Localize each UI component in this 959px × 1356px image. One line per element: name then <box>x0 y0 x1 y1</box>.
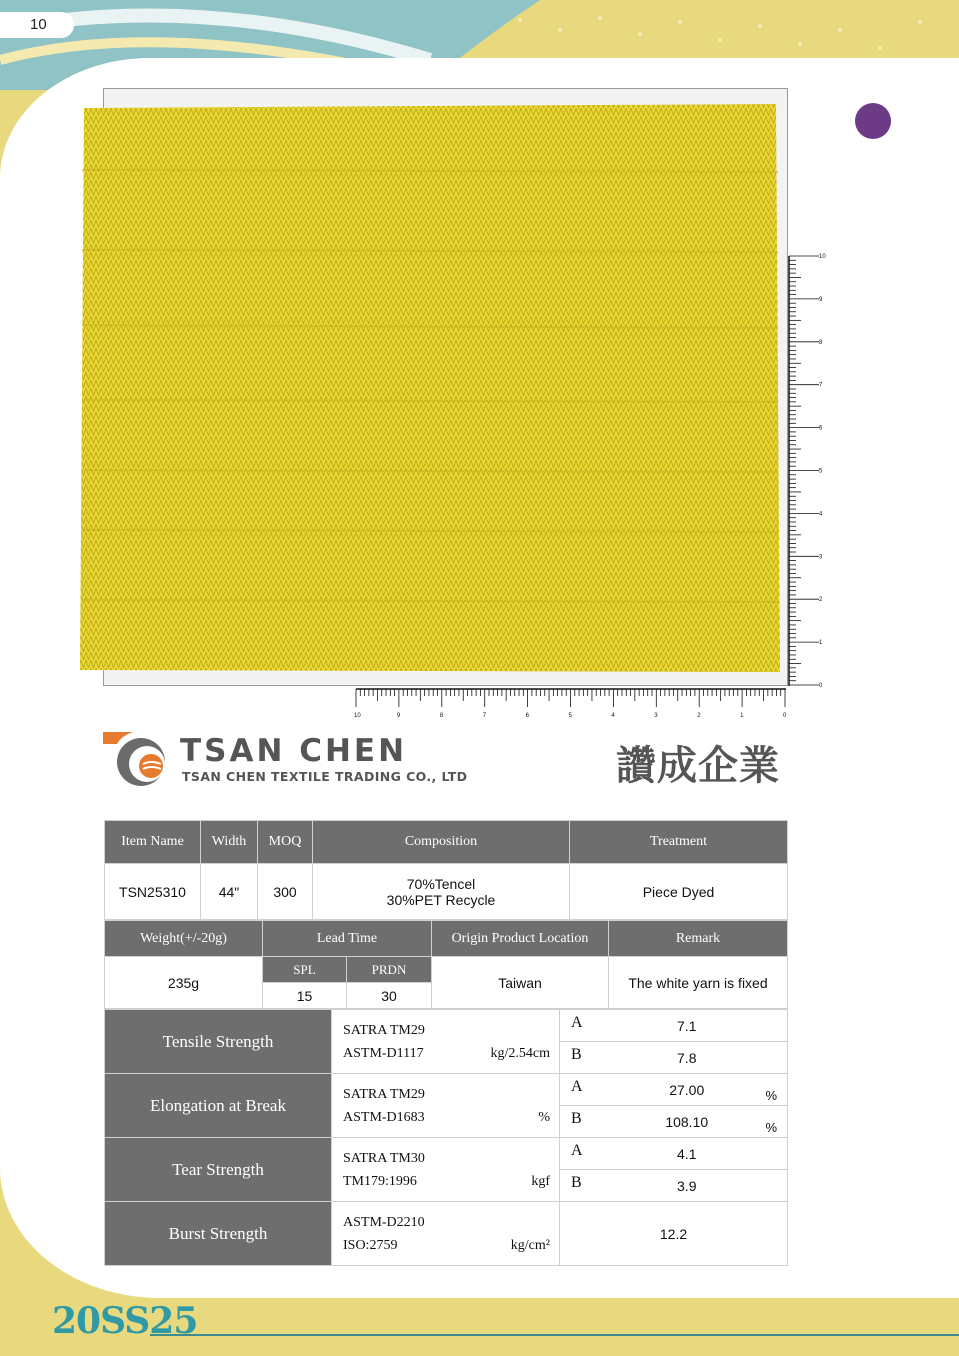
ruler-label: 5 <box>819 468 823 475</box>
header-remark: Remark <box>609 921 788 957</box>
ruler-label: 2 <box>819 597 823 604</box>
page-number: 10 <box>0 12 74 38</box>
ruler-label: 3 <box>819 554 823 561</box>
ruler-label: 10 <box>819 254 826 260</box>
value-a <box>587 1074 788 1106</box>
header-spl: SPL <box>263 957 347 983</box>
ruler-label: 4 <box>819 511 823 518</box>
property-name: Burst Strength <box>105 1202 332 1266</box>
direction-a: A <box>560 1138 587 1170</box>
test-table <box>104 1009 788 1266</box>
table-row <box>105 1074 788 1106</box>
footer-line <box>150 1334 959 1336</box>
header-treatment: Treatment <box>570 821 788 864</box>
header-composition: Composition <box>313 821 570 864</box>
value-b: 3.9 <box>587 1170 788 1202</box>
method-line-1: SATRA TM30 <box>343 1150 425 1166</box>
burst-value: 12.2 <box>560 1202 788 1266</box>
brand-subtitle: TSAN CHEN TEXTILE TRADING CO., LTD <box>182 769 468 784</box>
method-line-2: TM179:1996 <box>343 1173 417 1189</box>
table-row <box>105 1010 788 1042</box>
weight-table <box>104 920 788 1009</box>
ruler-label: 1 <box>740 713 744 719</box>
ruler-label: 7 <box>482 713 487 719</box>
purple-dot-marker <box>855 103 891 139</box>
ruler-label: 10 <box>354 713 361 719</box>
composition-line-2: 30%PET Recycle <box>386 891 496 908</box>
spec-table <box>104 820 787 1266</box>
property-name: Tear Strength <box>105 1138 332 1202</box>
header-lead-time: Lead Time <box>263 921 432 957</box>
origin-value: Taiwan <box>432 957 609 1009</box>
property-name: Tensile Strength <box>105 1010 332 1074</box>
weight-value: 235g <box>105 957 263 1009</box>
ruler-label: 7 <box>819 382 823 389</box>
value-b <box>587 1106 788 1138</box>
ruler-label: 5 <box>568 713 572 719</box>
vertical-ruler <box>788 250 838 690</box>
header-origin: Origin Product Location <box>432 921 609 957</box>
brand-cjk-name: 讚成企業 <box>616 743 780 789</box>
unit-label: % <box>538 1110 550 1125</box>
value-b-number: 108.10 <box>665 1113 709 1130</box>
ruler-label: 9 <box>819 296 823 303</box>
method-line-1: ASTM-D2210 <box>343 1214 425 1230</box>
item-table <box>104 820 788 920</box>
ruler-label: 8 <box>819 339 823 346</box>
test-method <box>332 1074 560 1138</box>
method-line-2: ASTM-D1683 <box>343 1109 425 1125</box>
ruler-label: 0 <box>783 713 787 719</box>
property-name: Elongation at Break <box>105 1074 332 1138</box>
header-moq: MOQ <box>258 821 313 864</box>
direction-b: B <box>560 1042 587 1074</box>
prdn-value: 30 <box>347 983 432 1009</box>
table-row <box>105 1138 788 1170</box>
ruler-label: 9 <box>396 713 401 719</box>
header-weight: Weight(+/-20g) <box>105 921 263 957</box>
fabric-swatch-image <box>76 100 784 676</box>
method-line-2: ASTM-D1117 <box>343 1045 424 1061</box>
moq-value: 300 <box>258 864 313 920</box>
unit-label: kg/cm² <box>510 1238 550 1253</box>
direction-a: A <box>560 1074 587 1106</box>
test-method <box>332 1202 560 1266</box>
ruler-label: 2 <box>697 713 701 719</box>
value-a: 7.1 <box>587 1010 788 1042</box>
composition-line-1: 70%Tencel <box>406 875 476 892</box>
value-a-number: 27.00 <box>669 1081 705 1098</box>
composition-value <box>313 864 570 920</box>
ruler-label: 8 <box>439 713 444 719</box>
width-value: 44" <box>201 864 258 920</box>
direction-b: B <box>560 1170 587 1202</box>
company-logo-icon <box>103 730 169 790</box>
remark-value: The white yarn is fixed <box>609 957 788 1009</box>
ruler-label: 0 <box>819 683 823 689</box>
method-line-2: ISO:2759 <box>343 1237 398 1253</box>
value-a-unit: % <box>765 1088 777 1103</box>
direction-b: B <box>560 1106 587 1138</box>
ruler-label: 1 <box>819 640 823 647</box>
test-method <box>332 1138 560 1202</box>
value-b-unit: % <box>765 1120 777 1135</box>
header-prdn: PRDN <box>347 957 432 983</box>
test-method <box>332 1010 560 1074</box>
direction-a: A <box>560 1010 587 1042</box>
value-b: 7.8 <box>587 1042 788 1074</box>
ruler-label: 6 <box>525 713 529 719</box>
method-line-1: SATRA TM29 <box>343 1086 425 1102</box>
treatment-value: Piece Dyed <box>570 864 788 920</box>
unit-label: kg/2.54cm <box>490 1046 550 1061</box>
horizontal-ruler <box>352 688 792 722</box>
header-item-name: Item Name <box>105 821 201 864</box>
season-logo: 20SS25 <box>52 1300 198 1342</box>
brand-name: TSAN CHEN <box>180 733 408 769</box>
item-name-value: TSN25310 <box>105 864 201 920</box>
unit-label: kgf <box>531 1174 550 1189</box>
method-line-1: SATRA TM29 <box>343 1022 425 1038</box>
spl-value: 15 <box>263 983 347 1009</box>
ruler-label: 6 <box>819 425 823 432</box>
header-width: Width <box>201 821 258 864</box>
ruler-label: 4 <box>611 713 615 719</box>
ruler-label: 3 <box>654 713 658 719</box>
value-a: 4.1 <box>587 1138 788 1170</box>
